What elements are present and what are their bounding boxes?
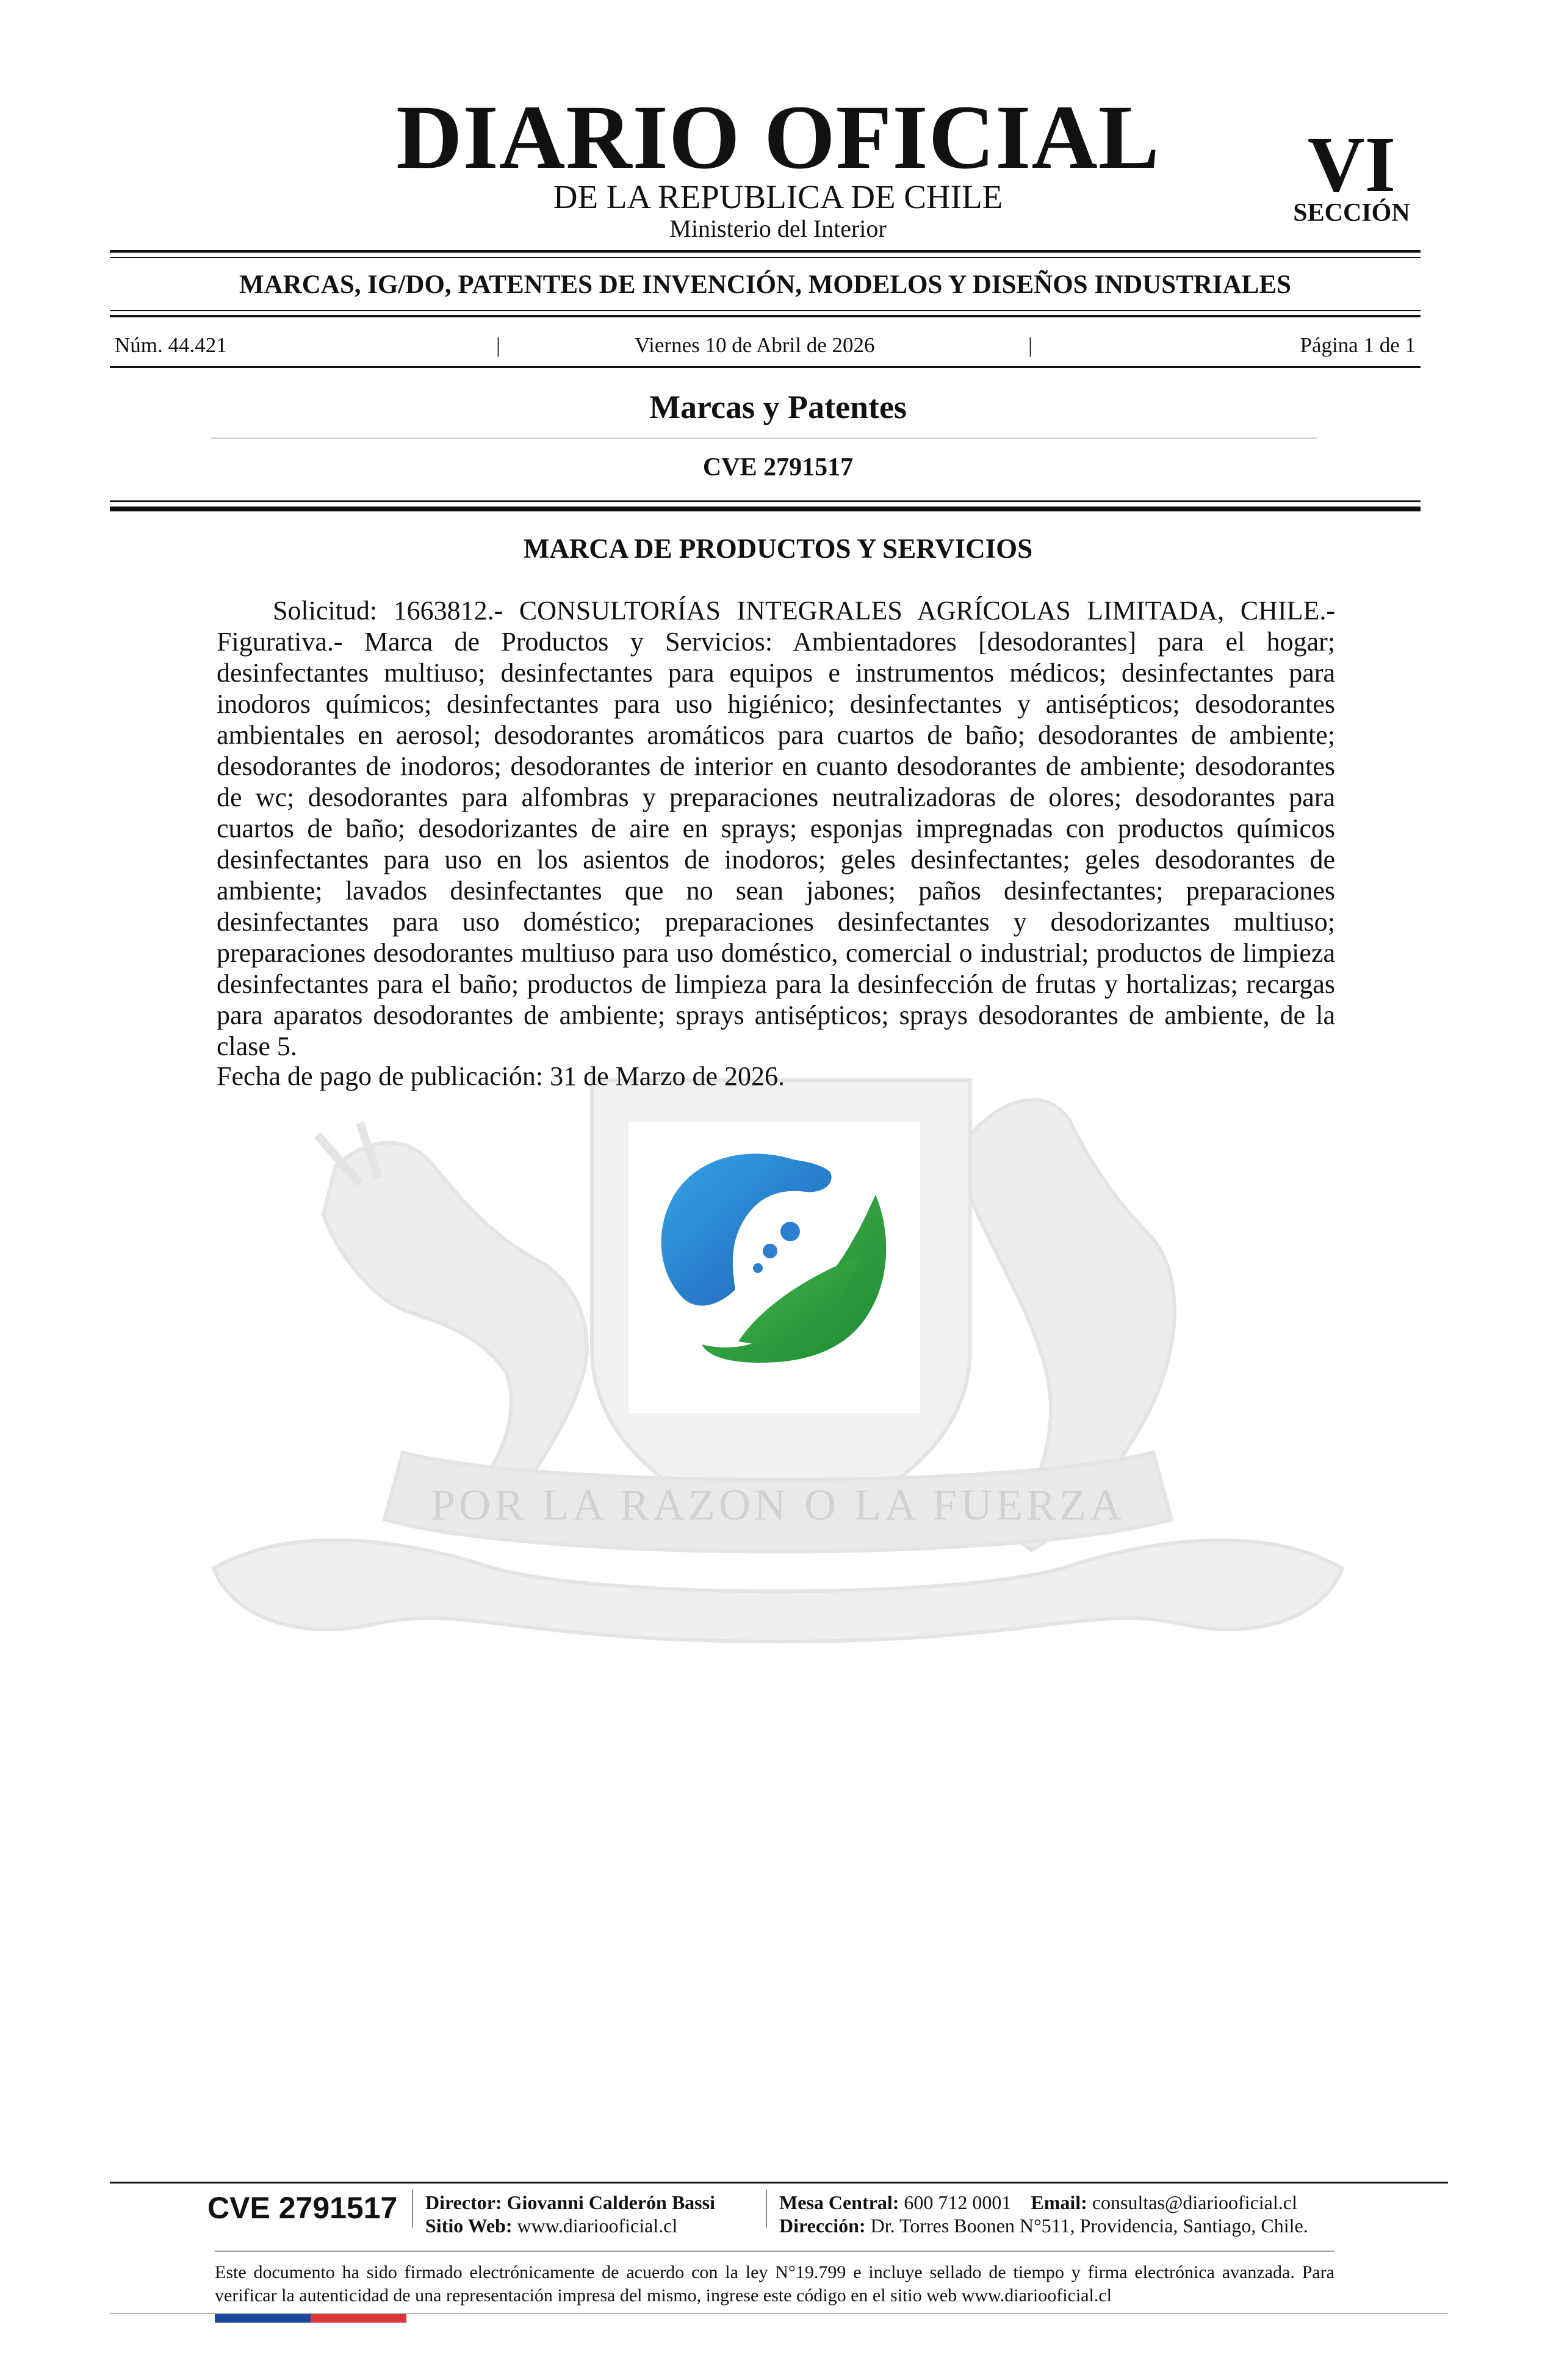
masthead-ministry: Ministerio del Interior	[669, 215, 887, 242]
issue-page: Página 1 de 1	[1300, 333, 1416, 357]
section-label: SECCIÓN	[1293, 199, 1410, 227]
header-rule-top	[110, 250, 1421, 253]
issue-date: Viernes 10 de Abril de 2026	[635, 333, 875, 357]
footer-rule	[110, 2182, 1448, 2183]
banner-rule-thick	[110, 315, 1421, 317]
footer-cve: CVE 2791517	[207, 2191, 398, 2225]
cve-rule-thick	[110, 507, 1421, 511]
footer-separator	[412, 2190, 413, 2227]
section-banner: MARCAS, IG/DO, PATENTES DE INVENCIÓN, MODELOS Y DISEÑOS INDUSTRIALES	[239, 270, 1291, 299]
flag-stripe-blue	[215, 2314, 311, 2323]
payment-date: Fecha de pago de publicación: 31 de Marzo de 2026.	[217, 1061, 785, 1091]
banner-rule	[110, 310, 1421, 311]
masthead-subtitle: DE LA REPUBLICA DE CHILE	[553, 178, 1003, 215]
website-link[interactable]: www.diariooficial.cl	[517, 2215, 678, 2237]
footer-legal-text: Este documento ha sido firmado electrónicamente de acuerdo con la ley N°19.799 e incluye sellado de tiempo y firma electrónica avanzada. Para verificar la autenticidad de una representación impresa del mismo, ingrese este código en el sitio web www.diariooficial.cl	[215, 2262, 1334, 2306]
email-label: Email:	[1031, 2191, 1087, 2213]
trademark-logo-graphic	[629, 1122, 920, 1413]
flag-stripe-red	[311, 2314, 406, 2323]
footer-contact	[779, 2191, 1308, 2237]
masthead-title: DIARIO OFICIAL	[396, 87, 1160, 188]
website-label: Sitio Web:	[425, 2215, 513, 2237]
email-link[interactable]: consultas@diariooficial.cl	[1092, 2191, 1297, 2213]
notice-body: Solicitud: 1663812.- CONSULTORÍAS INTEGRALES AGRÍCOLAS LIMITADA, CHILE.- Figurativa.- Marca de Productos y Servicios: Ambientadores [desodorantes] para el hogar; desinfectantes multiuso; desinfectantes para equipos e instrumentos médicos; desinfectantes para inodoros químicos; desinfectantes para uso higiénico; desinfectantes y antisépticos; desodorantes ambientales en aerosol; desodorantes aromáticos para cuartos de baño; desodorantes de ambiente; desodorantes de inodoros; desodorantes de interior en cuanto desodorantes de ambiente; desodorantes de wc; desodorantes para alfombras y preparaciones neutralizadoras de olores; desodorantes para cuartos de baño; desodorizantes de aire en sprays; esponjas impregnadas con productos químicos desinfectantes para uso en los asientos de inodoros; geles desinfectantes; geles desodorantes de ambiente; lavados desinfectantes que no sean jabones; paños desinfectantes; preparaciones desinfectantes para uso doméstico; preparaciones desinfectantes y desodorizantes multiuso; preparaciones desodorantes multiuso para uso doméstico, comercial o industrial; productos de limpieza desinfectantes para el baño; productos de limpieza para la desinfección de frutas y hortalizas; recargas para aparatos desodorantes de ambiente; sprays antisépticos; sprays desodorantes de ambiente, de la clase 5.	[217, 596, 1335, 1061]
notice-title: MARCA DE PRODUCTOS Y SERVICIOS	[523, 533, 1033, 564]
phone-number: 600 712 0001	[904, 2191, 1012, 2213]
director-label: Director:	[425, 2191, 502, 2213]
header-rule-top-thin	[110, 257, 1421, 258]
trademark-logo	[629, 1122, 920, 1413]
footer-director	[425, 2191, 715, 2237]
address-label: Dirección:	[779, 2215, 866, 2237]
watermark-motto: POR LA RAZON O LA FUERZA	[430, 1480, 1126, 1529]
cve-rule	[110, 500, 1421, 502]
footer-separator	[766, 2190, 767, 2227]
director-name: Giovanni Calderón Bassi	[506, 2191, 715, 2213]
section-number: VI	[1307, 121, 1396, 209]
issue-number: Núm. 44.421	[115, 333, 227, 357]
footer-legal-divider	[215, 2251, 1334, 2252]
category-title: Marcas y Patentes	[649, 389, 907, 425]
cve-heading: CVE 2791517	[702, 453, 854, 481]
issue-separator: |	[1028, 333, 1033, 357]
category-divider	[211, 438, 1318, 439]
issue-rule	[110, 366, 1421, 368]
phone-label: Mesa Central:	[779, 2191, 899, 2213]
address-text: Dr. Torres Boonen N°511, Providencia, Santiago, Chile.	[870, 2215, 1308, 2237]
issue-separator: |	[496, 333, 501, 357]
